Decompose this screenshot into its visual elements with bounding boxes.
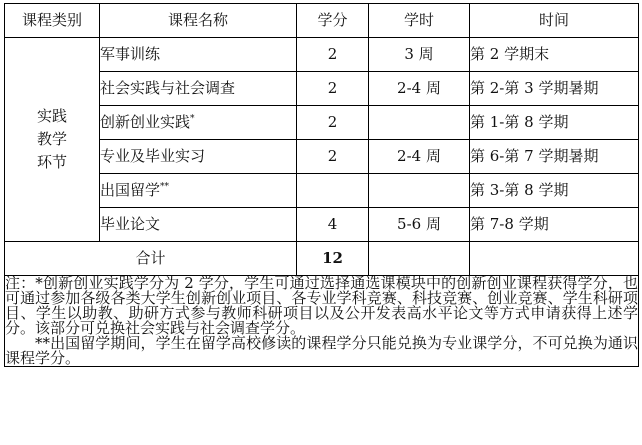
course-time: 第 6-第 7 学期暑期 (470, 140, 639, 174)
header-category: 课程类别 (5, 4, 100, 38)
table-row (5, 174, 639, 208)
header-course-name: 课程名称 (100, 4, 297, 38)
course-credit (297, 174, 369, 208)
table-row (5, 208, 639, 242)
course-hours: 2-4 周 (369, 72, 470, 106)
table-row (5, 72, 639, 106)
header-hours: 学时 (369, 4, 470, 38)
total-label: 合计 (5, 242, 297, 276)
course-hours (369, 174, 470, 208)
table-row (5, 38, 639, 72)
table-row (5, 106, 639, 140)
course-hours: 5-6 周 (369, 208, 470, 242)
notes-row (5, 276, 639, 367)
course-hours (369, 106, 470, 140)
course-time: 第 2-第 3 学期暑期 (470, 72, 639, 106)
course-credit: 2 (297, 106, 369, 140)
course-hours: 2-4 周 (369, 140, 470, 174)
course-time: 第 1-第 8 学期 (470, 106, 639, 140)
category-line: 教学 (36, 130, 67, 148)
course-credit: 4 (297, 208, 369, 242)
empty-cell (369, 242, 470, 276)
course-name: 创新创业实践* (100, 106, 297, 140)
course-time: 第 2 学期末 (470, 38, 639, 72)
empty-cell (470, 242, 639, 276)
course-credit: 2 (297, 38, 369, 72)
table-row (5, 140, 639, 174)
footnote-mark: * (190, 114, 195, 124)
category-line: 实践 (36, 107, 67, 125)
course-hours: 3 周 (369, 38, 470, 72)
category-line: 环节 (36, 153, 67, 171)
course-credit: 2 (297, 72, 369, 106)
header-time: 时间 (470, 4, 639, 38)
course-name: 社会实践与社会调查 (100, 72, 297, 106)
course-name: 专业及毕业实习 (100, 140, 297, 174)
category-cell (5, 38, 100, 242)
total-row (5, 242, 639, 276)
notes-cell (5, 276, 639, 367)
header-row (5, 4, 639, 38)
course-time: 第 3-第 8 学期 (470, 174, 639, 208)
total-value: 12 (297, 242, 369, 276)
course-time: 第 7-8 学期 (470, 208, 639, 242)
course-name: 军事训练 (100, 38, 297, 72)
course-credit: 2 (297, 140, 369, 174)
note-paragraph: **出国留学期间，学生在留学高校修读的课程学分只能兑换为专业课学分，不可兑换为通识课程学分。 (5, 334, 638, 367)
footnote-mark: ** (160, 182, 170, 192)
course-name: 出国留学** (100, 174, 297, 208)
note-paragraph: 注：*创新创业实践学分为 2 学分，学生可通过选择通选课模块中的创新创业课程获得学分，也可通过参加各级各类大学生创新创业项目、各专业学科竞赛、科技竞赛、创业竞赛、学生科研项目、学生以助教、助研方式参与教师科研项目以及公开发表高水平论文等方式申请获得上述学分。该部分可兑换社会实践与社会调查学分。 (5, 274, 638, 337)
header-credit: 学分 (297, 4, 369, 38)
course-name: 毕业论文 (100, 208, 297, 242)
practice-course-table (4, 3, 639, 367)
